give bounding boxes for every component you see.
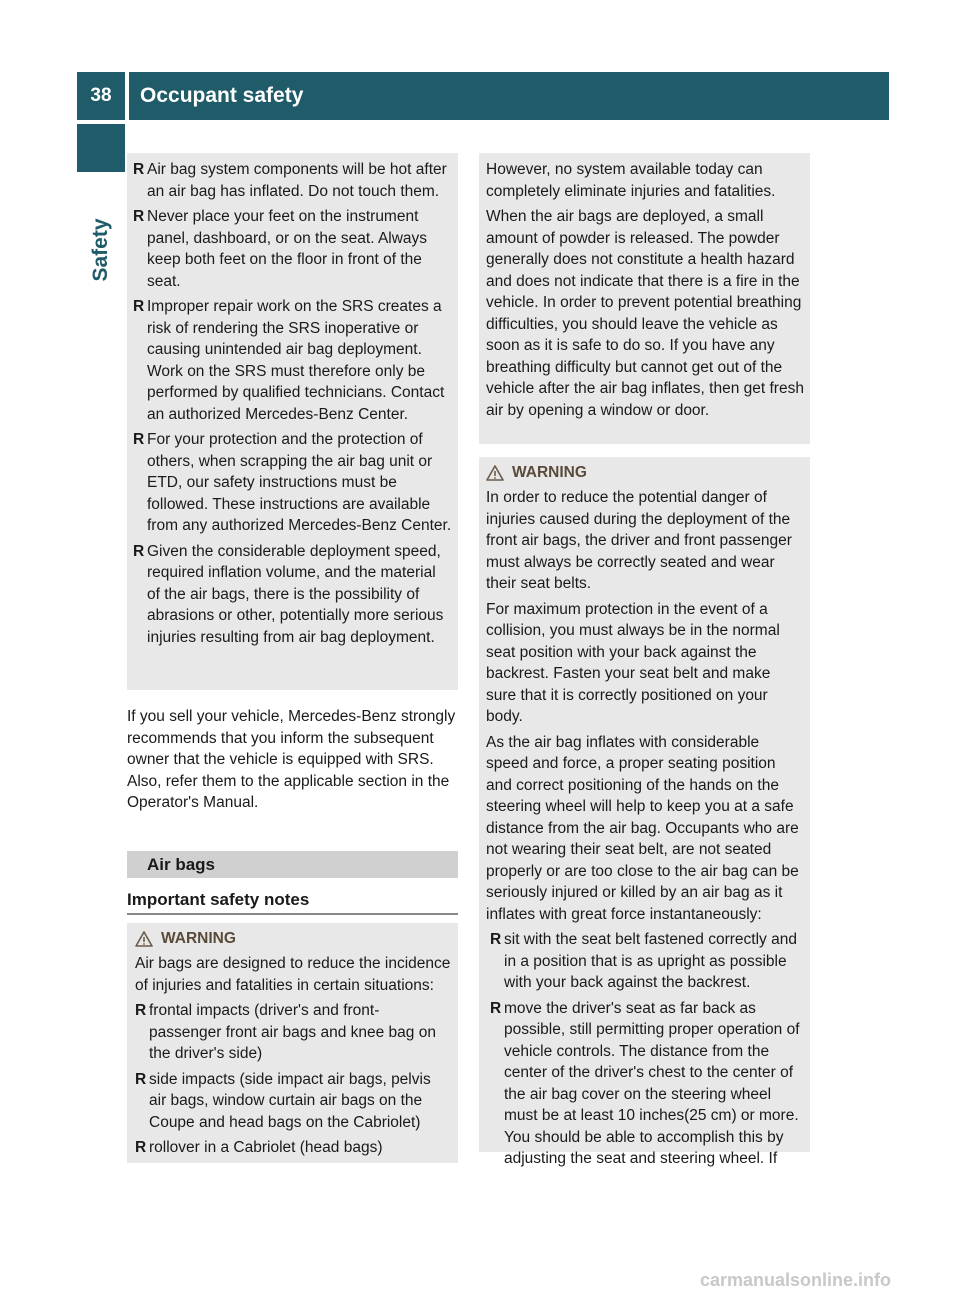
bullet-icon: R bbox=[133, 161, 145, 178]
list-item: R rollover in a Cabriolet (head bags) bbox=[135, 1137, 451, 1159]
bullet-icon: R bbox=[133, 431, 145, 448]
bullet-icon: R bbox=[133, 542, 145, 560]
list-item: R Never place your feet on the instrument panel, dashboard, or on the seat. Always keep both feet on the floor in front of the seat. bbox=[133, 208, 428, 290]
warning-triangle-icon bbox=[486, 465, 504, 481]
side-tab-label: Safety bbox=[89, 218, 112, 282]
bullet-icon: R bbox=[135, 1070, 147, 1088]
list-item: R Improper repair work on the SRS creates a risk of rendering the SRS inoperative or causing unintended air bag deployment. Work on the SRS must therefore only be performed by qualified technicians. Contact an authorized Mercedes-Benz Center. bbox=[133, 298, 445, 423]
warning-triangle-icon bbox=[135, 931, 153, 947]
bullet-icon: R bbox=[133, 298, 145, 315]
list-item: R move the driver's seat as far back as possible, still permitting proper operation of vehicle controls. The distance from the center of the driver's chest to the center of the air bag cover on the steering wheel must be at least 10 inches(25 cm) or more. You should be able to accomplish this by adjusting the seat and steering wheel. If bbox=[490, 999, 800, 1167]
warning-paragraph: As the air bag inflates with considerable speed and force, a proper seating position and correct positioning of the hands on the steering wheel will help to keep you at a safe distance from the air bag. Occupants who are not wearing their seat belt, are not seated properly or are too close to the air bag can be seriously injured or killed by an air bag as it inflates with great force instantaneously: bbox=[486, 733, 799, 923]
right-note-box bbox=[479, 153, 810, 444]
section-heading: Air bags bbox=[127, 851, 458, 878]
warning-label: WARNING bbox=[512, 464, 587, 481]
page-title: Occupant safety bbox=[140, 84, 304, 107]
sale-paragraph: If you sell your vehicle, Mercedes-Benz strongly recommends that you inform the subsequent owner that the vehicle is equipped with SRS. Also, refer them to the applicable section in the Operator's Manual. bbox=[127, 708, 456, 811]
list-item: R frontal impacts (driver's and front-passenger front air bags and knee bag on the driver's side) bbox=[135, 1002, 436, 1062]
side-tab bbox=[77, 175, 125, 325]
header-divider bbox=[125, 72, 129, 120]
list-item: R For your protection and the protection of others, when scrapping the air bag unit or ETD, our safety instructions must be followed. These instructions are available from any authorized Mercedes-Benz Center. bbox=[133, 431, 452, 534]
bullet-icon: R bbox=[490, 931, 502, 948]
subsection-heading: Important safety notes bbox=[127, 889, 458, 915]
list-item: R Given the considerable deployment speed, required inflation volume, and the material of the air bags, there is the possibility of abrasions or other, potentially more serious injuries resulting from air bag deployment. bbox=[133, 542, 444, 646]
left-body bbox=[127, 706, 458, 818]
list-item: R sit with the seat belt fastened correctly and in a position that is as upright as possible with your back against the backrest. bbox=[490, 931, 797, 991]
warning-label: WARNING bbox=[161, 930, 236, 947]
watermark: carmanualsonline.info bbox=[700, 1270, 892, 1290]
warning-bullet-list bbox=[135, 1000, 451, 1159]
warning-heading bbox=[135, 928, 451, 949]
side-block bbox=[77, 124, 125, 172]
note-paragraph: When the air bags are deployed, a small amount of powder is released. The powder generally does not constitute a health hazard and does not indicate that there is a fire in the vehicle. In order to prevent potential breathing difficulties, you should leave the vehicle as soon as it is safe to do so. If you have any breathing difficulty but cannot get out of the vehicle after the air bag inflates, then get fresh air by opening a window or door. bbox=[486, 208, 804, 419]
warning-bullet-list bbox=[486, 929, 804, 1170]
bullet-icon: R bbox=[135, 1139, 147, 1156]
warning-paragraph: For maximum protection in the event of a collision, you must always be in the normal seat position with your back against the backrest. Fasten your seat belt and make sure that it is correctly positioned on your body. bbox=[486, 600, 780, 725]
warning-box-seating bbox=[479, 457, 810, 1167]
warning-intro: Air bags are designed to reduce the incidence of injuries and fatalities in certain situations: bbox=[135, 955, 451, 994]
warning-paragraph: In order to reduce the potential danger of injuries caused during the deployment of the front air bags, the driver and front passenger must always be correctly seated and wear their seat belts. bbox=[486, 489, 792, 592]
list-item: R side impacts (side impact air bags, pelvis air bags, window curtain air bags on the Coupe and head bags on the Cabriolet) bbox=[135, 1070, 431, 1131]
warning-heading bbox=[486, 462, 804, 483]
note-paragraph: However, no system available today can completely eliminate injuries and fatalities. bbox=[486, 161, 776, 200]
bullet-icon: R bbox=[133, 208, 145, 225]
bullet-icon: R bbox=[490, 999, 502, 1017]
page-number: 38 bbox=[90, 85, 112, 106]
list-item: R Air bag system components will be hot after an air bag has inflated. Do not touch them. bbox=[133, 161, 447, 200]
bullet-icon: R bbox=[135, 1002, 147, 1019]
warning-box-airbags bbox=[127, 923, 458, 1163]
left-note-box bbox=[127, 153, 458, 690]
left-bullet-list bbox=[133, 159, 452, 648]
